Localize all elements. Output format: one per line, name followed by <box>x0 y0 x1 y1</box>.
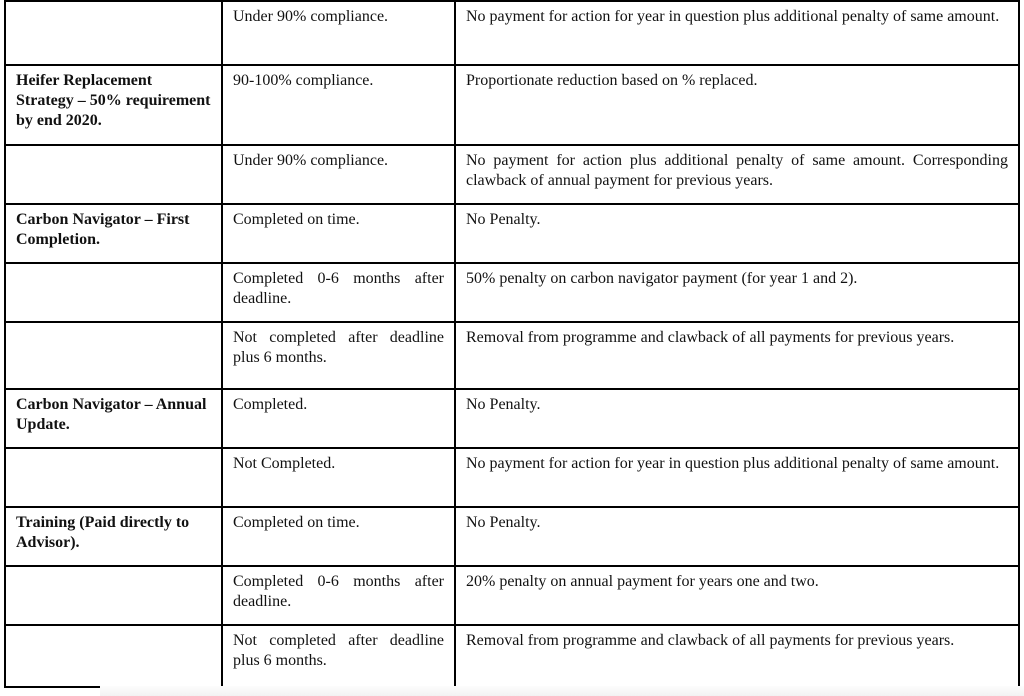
table-row <box>5 566 1019 625</box>
penalty-cell: No Penalty. <box>455 507 1019 566</box>
measure-cell <box>5 625 222 687</box>
penalty-cell: Removal from programme and clawback of all payments for previous years. <box>455 625 1019 687</box>
measure-cell <box>5 566 222 625</box>
measure-cell <box>5 263 222 322</box>
penalty-cell: No payment for action for year in question plus additional penalty of same amount. <box>455 448 1019 507</box>
page-bottom-edge <box>100 686 1024 696</box>
condition-cell: Completed 0-6 months after deadline. <box>222 263 455 322</box>
penalty-cell: Removal from programme and clawback of all payments for previous years. <box>455 322 1019 389</box>
condition-cell: 90-100% compliance. <box>222 65 455 145</box>
table-row <box>5 507 1019 566</box>
penalty-table-page <box>4 0 1018 688</box>
table-row <box>5 322 1019 389</box>
measure-cell <box>5 1 222 65</box>
measure-cell: Carbon Navigator – First Completion. <box>5 204 222 263</box>
measure-cell: Heifer Replacement Strategy – 50% requirement by end 2020. <box>5 65 222 145</box>
condition-cell: Completed 0-6 months after deadline. <box>222 566 455 625</box>
table-row <box>5 389 1019 448</box>
penalty-table <box>4 0 1020 688</box>
table-row <box>5 625 1019 687</box>
table-row <box>5 65 1019 145</box>
condition-cell: Completed. <box>222 389 455 448</box>
condition-cell: Under 90% compliance. <box>222 145 455 204</box>
table-row <box>5 263 1019 322</box>
penalty-cell: 20% penalty on annual payment for years one and two. <box>455 566 1019 625</box>
penalty-cell: No payment for action for year in question plus additional penalty of same amount. <box>455 1 1019 65</box>
condition-cell: Completed on time. <box>222 204 455 263</box>
table-row <box>5 204 1019 263</box>
measure-cell: Carbon Navigator – Annual Update. <box>5 389 222 448</box>
condition-cell: Not completed after deadline plus 6 months. <box>222 322 455 389</box>
penalty-cell: No payment for action plus additional penalty of same amount. Corresponding clawback of annual payment for previous years. <box>455 145 1019 204</box>
measure-cell <box>5 322 222 389</box>
condition-cell: Not completed after deadline plus 6 months. <box>222 625 455 687</box>
penalty-cell: 50% penalty on carbon navigator payment (for year 1 and 2). <box>455 263 1019 322</box>
penalty-cell: No Penalty. <box>455 204 1019 263</box>
condition-cell: Completed on time. <box>222 507 455 566</box>
penalty-cell: Proportionate reduction based on % replaced. <box>455 65 1019 145</box>
measure-cell <box>5 448 222 507</box>
table-row <box>5 1 1019 65</box>
measure-cell: Training (Paid directly to Advisor). <box>5 507 222 566</box>
table-row <box>5 145 1019 204</box>
table-row <box>5 448 1019 507</box>
measure-cell <box>5 145 222 204</box>
penalty-cell: No Penalty. <box>455 389 1019 448</box>
condition-cell: Not Completed. <box>222 448 455 507</box>
condition-cell: Under 90% compliance. <box>222 1 455 65</box>
